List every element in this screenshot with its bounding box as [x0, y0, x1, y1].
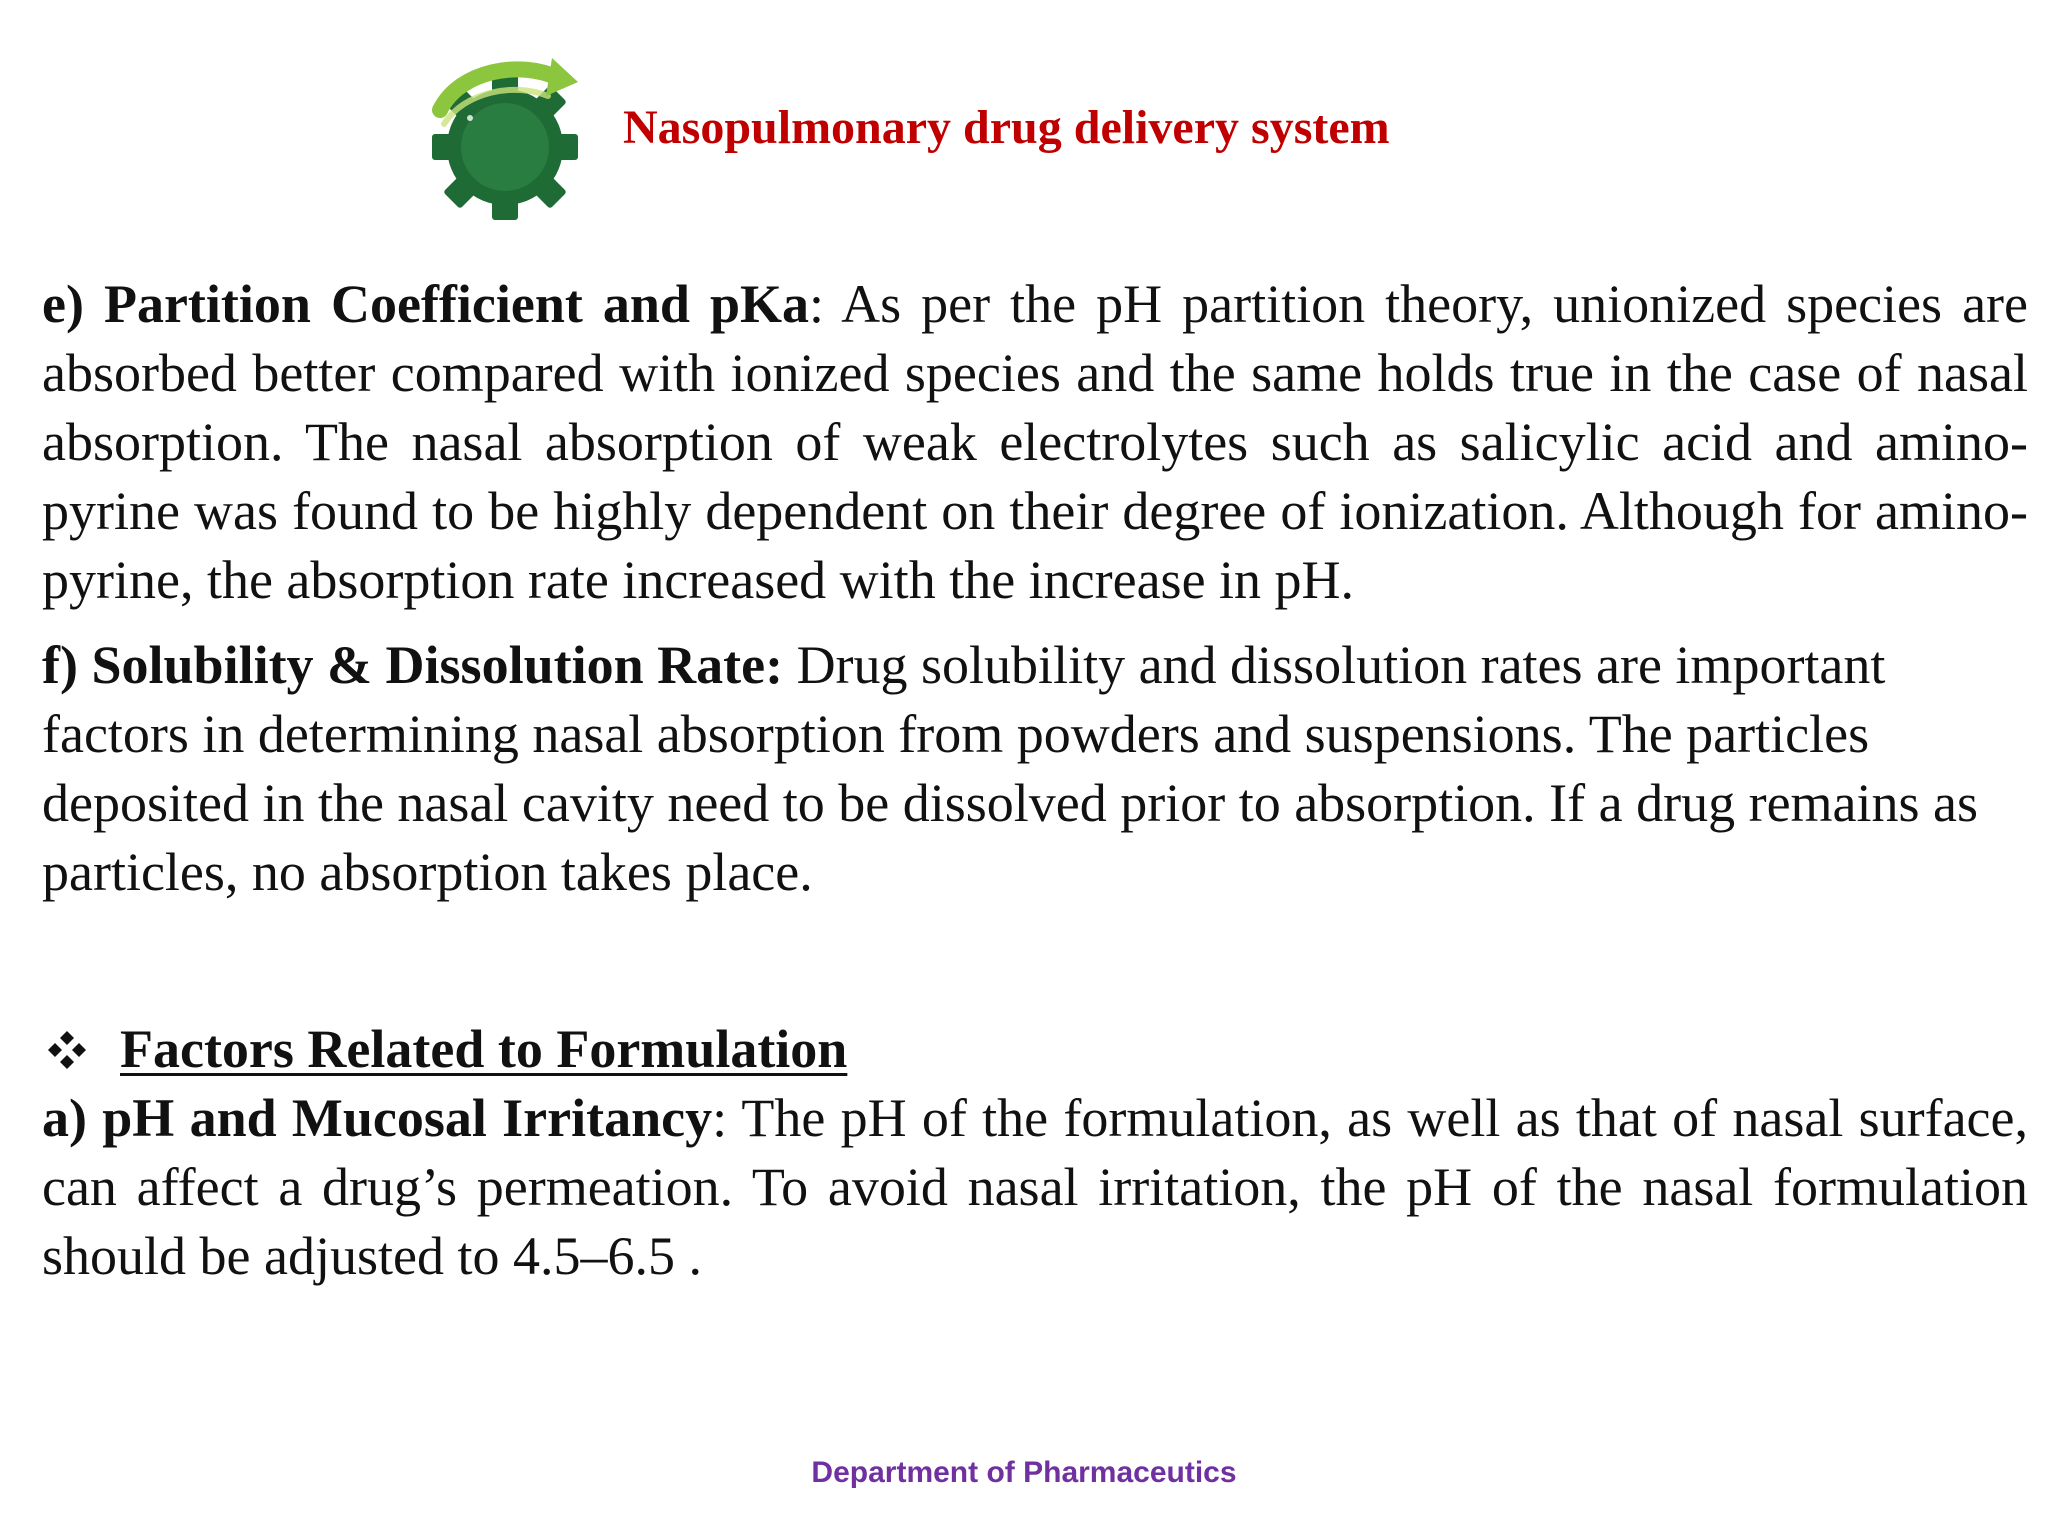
paragraph-text: : As per the pH partition theory, unionized species are absorbed better compared with ionized species and the same holds true in the case of nasal absorption. The nasal absorption of weak electrolytes such as salicylic acid and amino-pyrine was found to be highly dependent on their degree of ionization. Although for amino-pyrine, the absorption rate increased with the increase in pH. [42, 274, 2028, 610]
footer-department: Department of Pharmaceutics [811, 1456, 1237, 1489]
paragraph-text: Drug solubility and dissolution rates are important factors in determining nasal absorption from powders and suspensions. The particles deposited in the nasal cavity need to be dissolved prior to absorption. If a drug remains as particles, no absorption takes place. [42, 635, 1979, 902]
slide-body [42, 270, 2028, 1291]
paragraph-lead: f) Solubility & Dissolution Rate: [42, 635, 784, 695]
slide-header [430, 52, 1630, 222]
diamond-bullet-icon [42, 1025, 92, 1075]
paragraph-text: : The pH of the formulation, as well as that of nasal surface, can affect a drug’s permeation. To avoid nasal irritation, the pH of the nasal formulation should be adjusted to 4.5–6.5 . [42, 1088, 2028, 1286]
slide-title: Nasopulmonary drug delivery system [623, 101, 1390, 154]
paragraph-lead: a) pH and Mucosal Irritancy [42, 1088, 713, 1148]
paragraph-ph-mucosal-irritancy [42, 1084, 2028, 1291]
green-gear-with-arrow-logo-icon [430, 52, 580, 222]
paragraph-lead: e) Partition Coefficient and pKa [42, 274, 810, 334]
section-heading-text: Factors Related to Formulation [120, 1019, 848, 1079]
paragraph-partition-coefficient [42, 270, 2028, 615]
section-heading [42, 1015, 2028, 1084]
paragraph-solubility-dissolution [42, 631, 2028, 907]
